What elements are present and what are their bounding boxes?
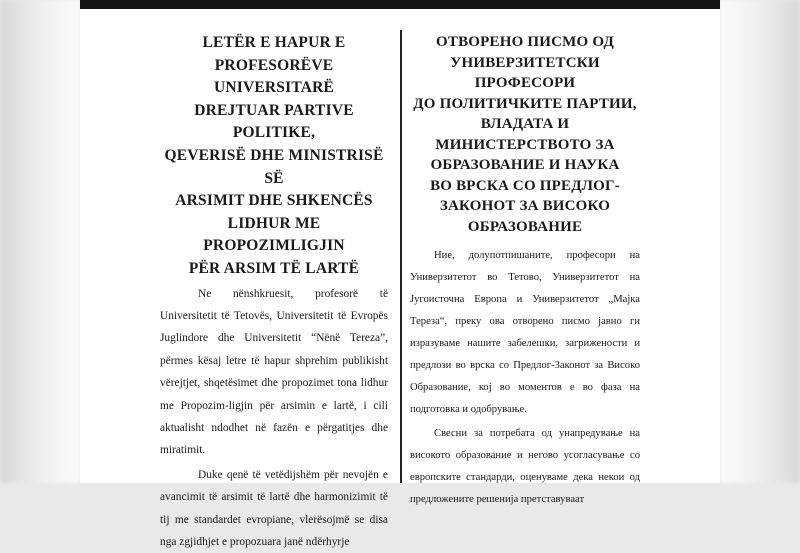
heading-line: ARSIMIT DHE SHKENCËS [175, 192, 373, 210]
albanian-column [160, 32, 388, 553]
albanian-paragraph-1: Ne nënshkruesit, profesorë të Universitetit të Tetovës, Universitetit të Evropës Juglindore dhe Universitetit “Nënë Tereza”, përmes kësaj letre të hapur shprehim publikisht vërejtjet, shqetësimet dhe propozimet tona lidhur me Propozim-ligjin për arsimin e lartë, i cili aktualisht ndodhet në fazën e përgatitjes dhe miratimit. [160, 287, 388, 457]
heading-line: LETËR E HAPUR E [202, 34, 346, 51]
heading-line: ЗАКОНОТ ЗА ВИСОКО [439, 198, 611, 214]
heading-line: QEVERISË DHE MINISTRISË SË [164, 146, 384, 187]
heading-line: ОБРАЗОВАНИЕ [467, 218, 583, 235]
heading-line: ОБРАЗОВАНИЕ И НАУКА [430, 157, 620, 173]
heading-line: ВО ВРСКА СО ПРЕДЛОГ- [430, 177, 620, 194]
heading-line: УНИВЕРЗИТЕТСКИ [450, 54, 600, 71]
macedonian-paragraph-2: Свесни за потребата од унапредување на високото образование и негово усогласување со европските стандарди, оценуваме дека некои од предложените решенија претставуваат [410, 428, 640, 505]
document-page [80, 0, 720, 548]
heading-line: ПРОФЕСОРИ [474, 75, 576, 91]
heading-line: ДО ПОЛИТИЧКИТЕ ПАРТИИ, [413, 95, 637, 112]
heading-line: PROFESORËVE UNIVERSITARË [213, 56, 335, 97]
background-right [720, 0, 800, 483]
top-bar [80, 0, 720, 9]
albanian-paragraph-2: Duke qenë të vetëdijshëm për nevojën e avancimit të arsimit të lartë dhe harmonizimit të tij me standardet evropiane, vlerësojmë se disa nga zgjidhjet e propozuara janë ndërhyrje [160, 468, 388, 548]
heading-line: ОТВОРЕНО ПИСМО ОД [436, 34, 614, 50]
column-divider [400, 30, 402, 483]
macedonian-body [410, 245, 640, 511]
heading-line: LIDHUR ME PROPOZIMLIGJIN [203, 214, 345, 255]
heading-line: МИНИСТЕРСТВОТО ЗА [435, 136, 615, 153]
albanian-heading [160, 32, 388, 281]
macedonian-column [410, 32, 640, 511]
albanian-body [160, 283, 388, 553]
heading-line: DREJTUAR PARTIVE POLITIKE, [194, 101, 354, 142]
heading-line: ВЛАДАТА И [480, 116, 570, 132]
heading-line: PËR ARSIM TË LARTË [188, 259, 360, 277]
background-left [0, 0, 80, 483]
macedonian-paragraph-1: Ние, долупотпишаните, професори на Универзитетот во Тетово, Универзитетот на Југоисточна Европа и Универзитетот „Мајка Тереза“, преку ова отворено писмо јавно ги изразуваме нашите забелешки, загрижености и предлози во врска со Предлог-Законот за Високо Образование, кој во моментов е во фаза на подготовка и одобрување. [410, 250, 640, 415]
macedonian-heading [410, 32, 640, 237]
